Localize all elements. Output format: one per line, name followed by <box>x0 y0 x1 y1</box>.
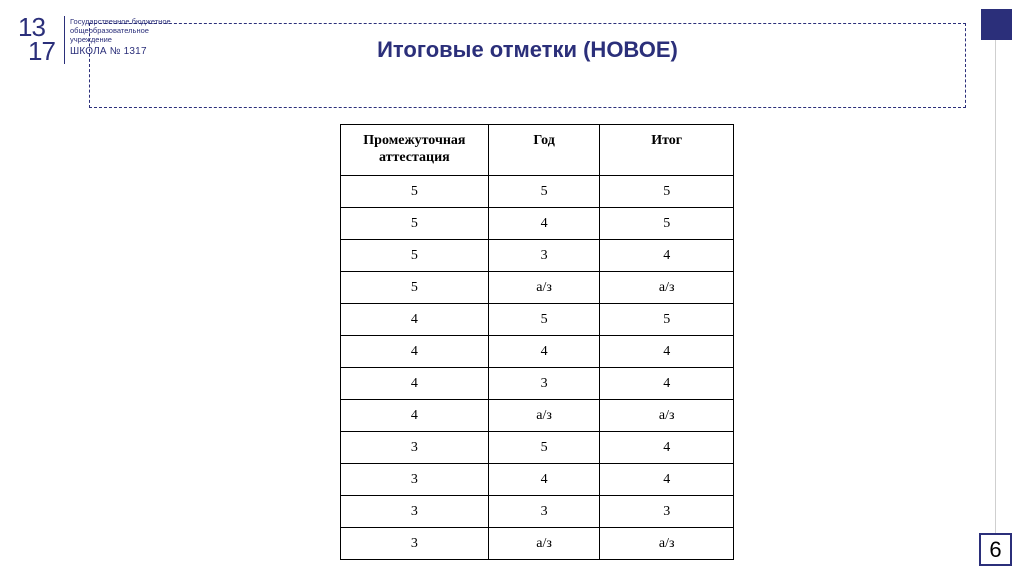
table-row <box>341 272 734 304</box>
table-cell: 3 <box>488 368 600 400</box>
logo-mark <box>18 12 58 66</box>
table-cell: 3 <box>341 528 489 560</box>
table-cell: 5 <box>488 304 600 336</box>
table-cell: 3 <box>600 496 734 528</box>
table-cell: 4 <box>600 368 734 400</box>
table-cell: 4 <box>600 432 734 464</box>
table-cell: 3 <box>488 496 600 528</box>
table-cell: 3 <box>341 464 489 496</box>
table-cell: а/з <box>600 272 734 304</box>
table-cell: 4 <box>488 208 600 240</box>
table-header-row <box>341 125 734 176</box>
logo-divider <box>64 16 65 64</box>
table-cell: 4 <box>488 336 600 368</box>
table-cell: 5 <box>600 176 734 208</box>
table-row <box>341 304 734 336</box>
table-cell: 5 <box>488 176 600 208</box>
page-number-badge: 6 <box>979 533 1012 566</box>
table-cell: 4 <box>341 368 489 400</box>
table-cell: 3 <box>341 432 489 464</box>
logo-school-name: ШКОЛА № 1317 <box>70 46 147 57</box>
table-row <box>341 496 734 528</box>
logo-number-bottom: 17 <box>28 36 55 66</box>
logo-line-2: общеобразовательное <box>70 26 149 35</box>
table-cell: 5 <box>341 208 489 240</box>
table-cell: 5 <box>341 240 489 272</box>
title-frame <box>89 23 966 108</box>
table-cell: 5 <box>600 304 734 336</box>
table-cell: 4 <box>341 304 489 336</box>
logo-line-1: Государственное бюджетное <box>70 17 171 26</box>
table-row <box>341 432 734 464</box>
table-cell: 5 <box>341 272 489 304</box>
logo-number-top: 13 <box>18 12 45 42</box>
vertical-divider-line <box>995 40 996 534</box>
table-cell: 4 <box>341 336 489 368</box>
table-cell: 4 <box>341 400 489 432</box>
table-cell: 4 <box>600 464 734 496</box>
table-row <box>341 208 734 240</box>
table-row <box>341 336 734 368</box>
header-final: Итог <box>600 125 734 176</box>
table-cell: а/з <box>600 528 734 560</box>
table-cell: а/з <box>488 528 600 560</box>
table-cell: 4 <box>488 464 600 496</box>
table-cell: 4 <box>600 336 734 368</box>
header-year: Год <box>488 125 600 176</box>
header-interim-assessment: Промежуточная аттестация <box>341 125 489 176</box>
corner-square-decoration <box>981 9 1012 40</box>
table-cell: 3 <box>488 240 600 272</box>
grades-table <box>340 124 734 560</box>
table-row <box>341 464 734 496</box>
table-cell: 5 <box>341 176 489 208</box>
table-cell: 5 <box>600 208 734 240</box>
table-row <box>341 368 734 400</box>
table-row <box>341 528 734 560</box>
table-cell: 4 <box>600 240 734 272</box>
table-cell: 3 <box>341 496 489 528</box>
logo-line-3: учреждение <box>70 35 112 44</box>
table-cell: а/з <box>600 400 734 432</box>
table-cell: 5 <box>488 432 600 464</box>
table-row <box>341 400 734 432</box>
table-row <box>341 240 734 272</box>
table-cell: а/з <box>488 272 600 304</box>
slide-title: Итоговые отметки (НОВОЕ) <box>377 37 678 62</box>
table-row <box>341 176 734 208</box>
table-cell: а/з <box>488 400 600 432</box>
